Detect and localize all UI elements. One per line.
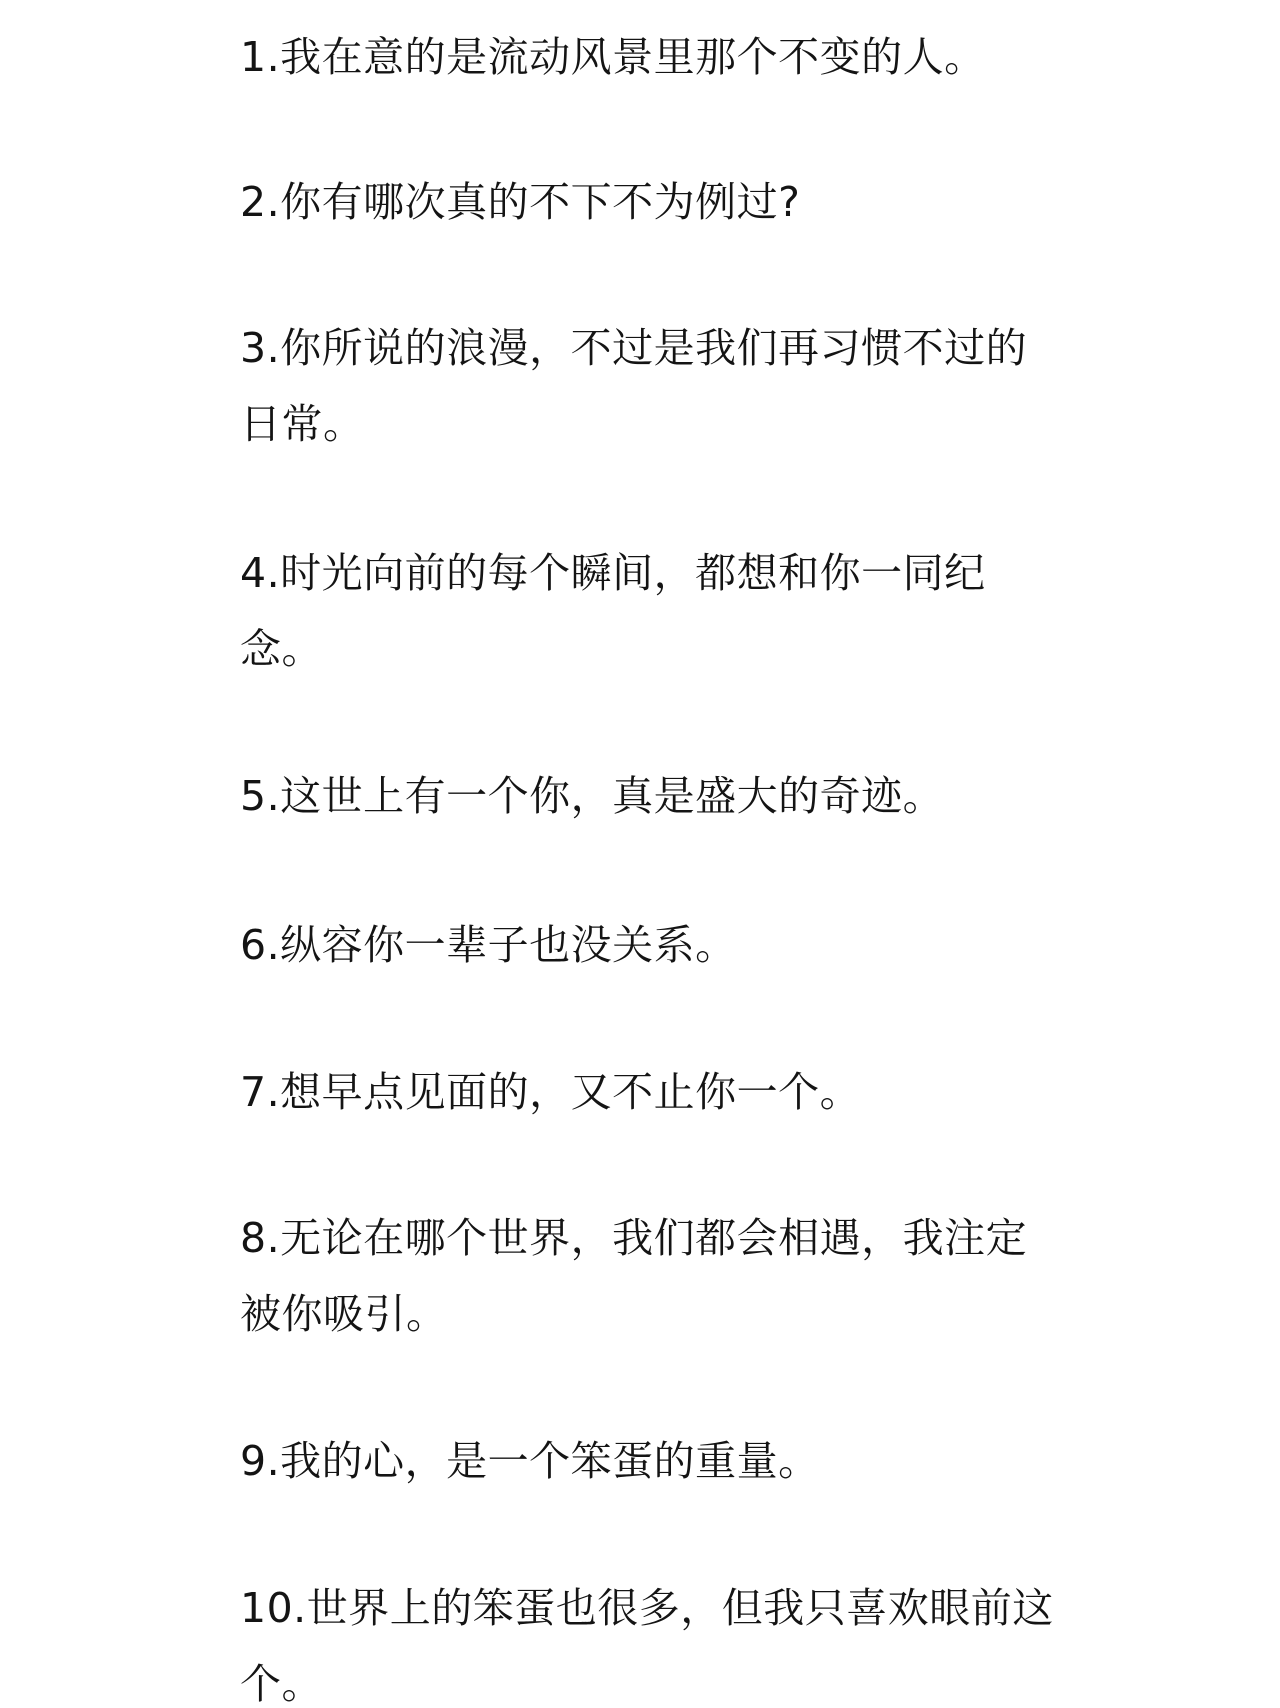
quote-3-line-2: 日常。 <box>240 400 365 448</box>
quote-8-line-2: 被你吸引。 <box>240 1290 448 1338</box>
quote-6-line-1: 6.纵容你一辈子也没关系。 <box>240 921 737 969</box>
quote-10-line-1: 10.世界上的笨蛋也很多，但我只喜欢眼前这 <box>240 1584 1054 1632</box>
quote-7-line-1: 7.想早点见面的，又不止你一个。 <box>240 1068 862 1116</box>
quote-3-line-1: 3.你所说的浪漫，不过是我们再习惯不过的 <box>240 324 1028 372</box>
quote-10-line-2: 个。 <box>240 1660 323 1708</box>
quote-5-line-1: 5.这世上有一个你，真是盛大的奇迹。 <box>240 772 945 820</box>
quote-9-line-1: 9.我的心，是一个笨蛋的重量。 <box>240 1437 820 1485</box>
quote-4-line-1: 4.时光向前的每个瞬间，都想和你一同纪 <box>240 549 986 597</box>
quote-4-line-2: 念。 <box>240 625 323 673</box>
quote-1-line-1: 1.我在意的是流动风景里那个不变的人。 <box>240 33 986 81</box>
quote-2-line-1: 2.你有哪次真的不下不为例过? <box>240 178 801 226</box>
quote-8-line-1: 8.无论在哪个世界，我们都会相遇，我注定 <box>240 1214 1028 1262</box>
